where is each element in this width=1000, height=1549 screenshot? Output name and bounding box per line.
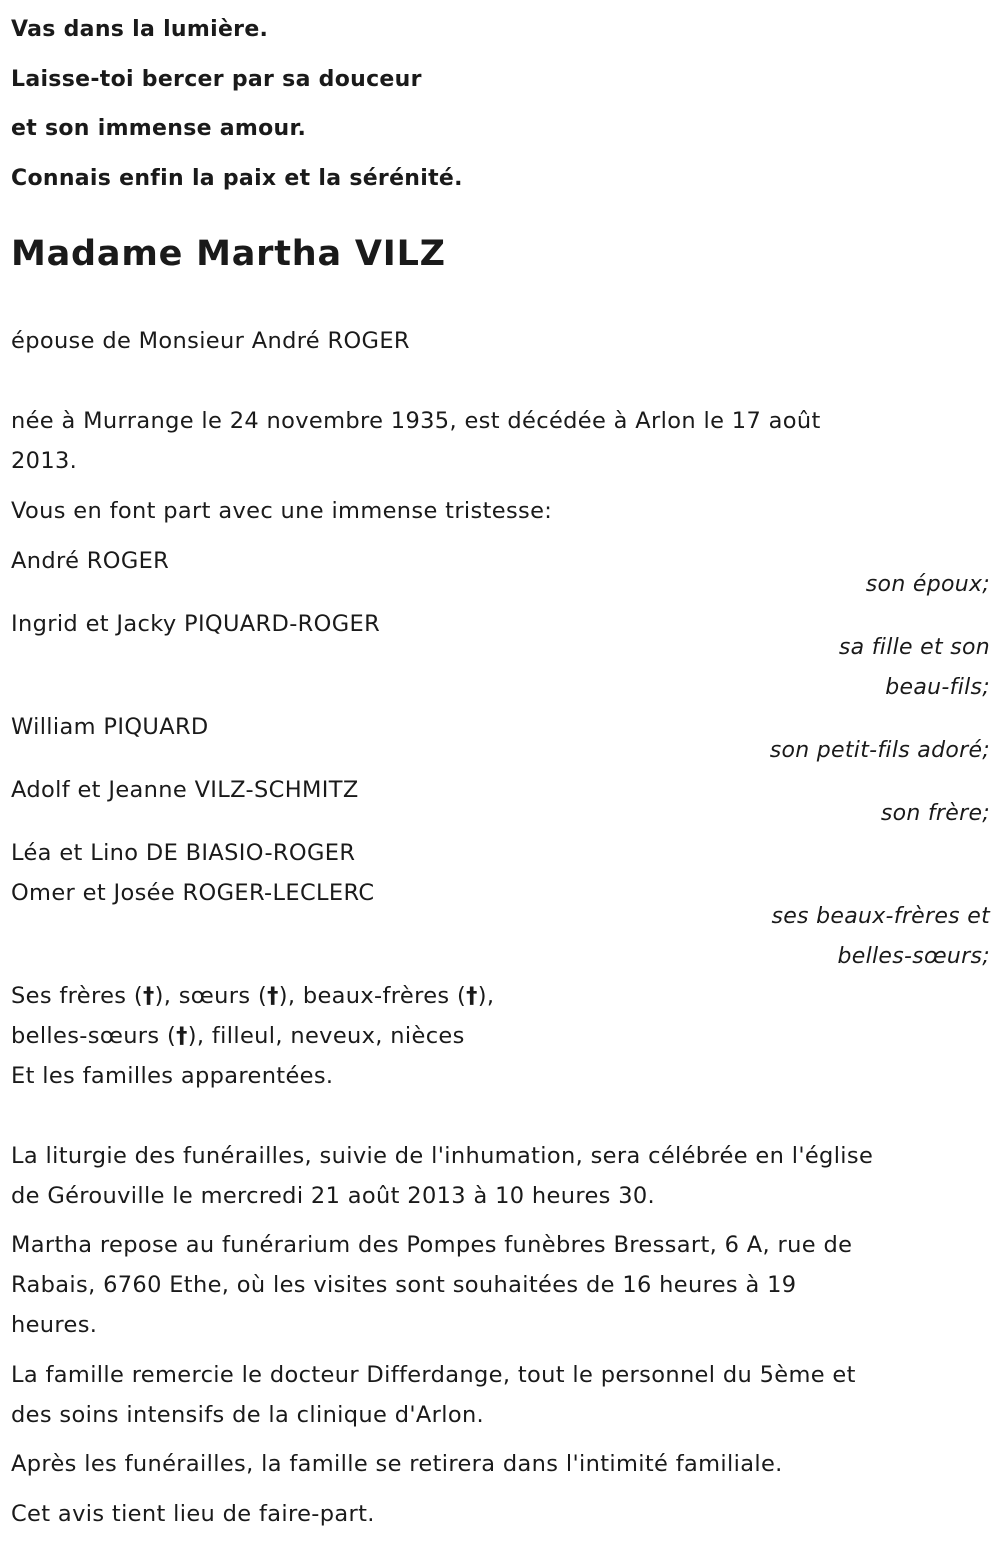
- funeral-paragraph: [11, 1136, 986, 1216]
- family-member-name: [11, 770, 986, 810]
- relation-line: sa fille et son: [838, 635, 990, 660]
- cross-icon: †: [142, 983, 155, 1009]
- family-relation: [866, 565, 990, 605]
- relation-line: son époux;: [865, 572, 990, 597]
- relation-line: ses beaux-frères et: [771, 904, 990, 929]
- family-name: André ROGER: [11, 548, 170, 574]
- family-name: Omer et Josée ROGER-LECLERC: [11, 880, 375, 906]
- spouse-text: épouse de Monsieur André ROGER: [11, 328, 410, 354]
- spouse-line: [11, 321, 986, 361]
- extended-family-paragraph: [11, 976, 986, 1096]
- poem-line: Laisse-toi bercer par sa douceur: [11, 66, 422, 92]
- relation-line: son petit-fils adoré;: [769, 738, 990, 763]
- funeral-line: La liturgie des funérailles, suivie de l'inhumation, sera célébrée en l'église: [11, 1143, 874, 1169]
- poem-line: Vas dans la lumière.: [11, 17, 269, 42]
- thanks-line: des soins intensifs de la clinique d'Arlon.: [11, 1402, 485, 1428]
- after-funeral-line: Après les funérailles, la famille se retirera dans l'intimité familiale.: [11, 1451, 783, 1477]
- repose-paragraph: [11, 1225, 986, 1345]
- announcement-intro-text: Vous en font part avec une immense tristesse:: [11, 498, 553, 524]
- announcement-intro: [11, 491, 986, 531]
- extended-family-line: Et les familles apparentées.: [11, 1063, 334, 1089]
- funeral-line: de Gérouville le mercredi 21 août 2013 à 10 heures 30.: [11, 1183, 656, 1209]
- family-name: Ingrid et Jacky PIQUARD-ROGER: [11, 611, 381, 637]
- family-relation: [839, 628, 990, 708]
- birth-death-line: 2013.: [11, 448, 78, 474]
- family-member-name: [11, 541, 986, 581]
- relation-line: beau-fils;: [885, 675, 990, 700]
- cross-icon: †: [176, 1023, 188, 1049]
- extended-family-line: belles-sœurs (†), filleul, neveux, nièces: [11, 1023, 465, 1049]
- repose-line: Rabais, 6760 Ethe, où les visites sont souhaitées de 16 heures à 19: [11, 1272, 797, 1298]
- deceased-name: Madame Martha VILZ: [11, 234, 446, 274]
- notice-paragraph: [11, 1494, 986, 1534]
- poem-verse: [11, 5, 463, 203]
- extended-family-line: Ses frères (†), sœurs (†), beaux-frères (†),: [11, 983, 495, 1009]
- family-relation: [770, 731, 990, 771]
- birth-death-line: née à Murrange le 24 novembre 1935, est décédée à Arlon le 17 août: [11, 408, 821, 434]
- repose-line: heures.: [11, 1312, 98, 1338]
- family-name: William PIQUARD: [11, 714, 209, 740]
- family-relation: [881, 794, 990, 834]
- cross-icon: †: [466, 983, 478, 1009]
- relation-line: son frère;: [880, 801, 990, 826]
- family-relation: [771, 897, 990, 977]
- repose-line: Martha repose au funérarium des Pompes funèbres Bressart, 6 A, rue de: [11, 1232, 853, 1258]
- birth-death-paragraph: [11, 401, 986, 481]
- poem-line: et son immense amour.: [11, 116, 307, 141]
- poem-line: Connais enfin la paix et la sérénité.: [11, 165, 463, 191]
- family-name: Adolf et Jeanne VILZ-SCHMITZ: [11, 777, 359, 803]
- after-funeral-paragraph: [11, 1444, 986, 1484]
- thanks-paragraph: [11, 1355, 986, 1435]
- thanks-line: La famille remercie le docteur Differdange, tout le personnel du 5ème et: [11, 1362, 856, 1388]
- notice-line: Cet avis tient lieu de faire-part.: [11, 1501, 375, 1527]
- relation-line: belles-sœurs;: [837, 944, 990, 969]
- family-name: Léa et Lino DE BIASIO-ROGER: [11, 840, 356, 866]
- cross-icon: †: [267, 983, 279, 1009]
